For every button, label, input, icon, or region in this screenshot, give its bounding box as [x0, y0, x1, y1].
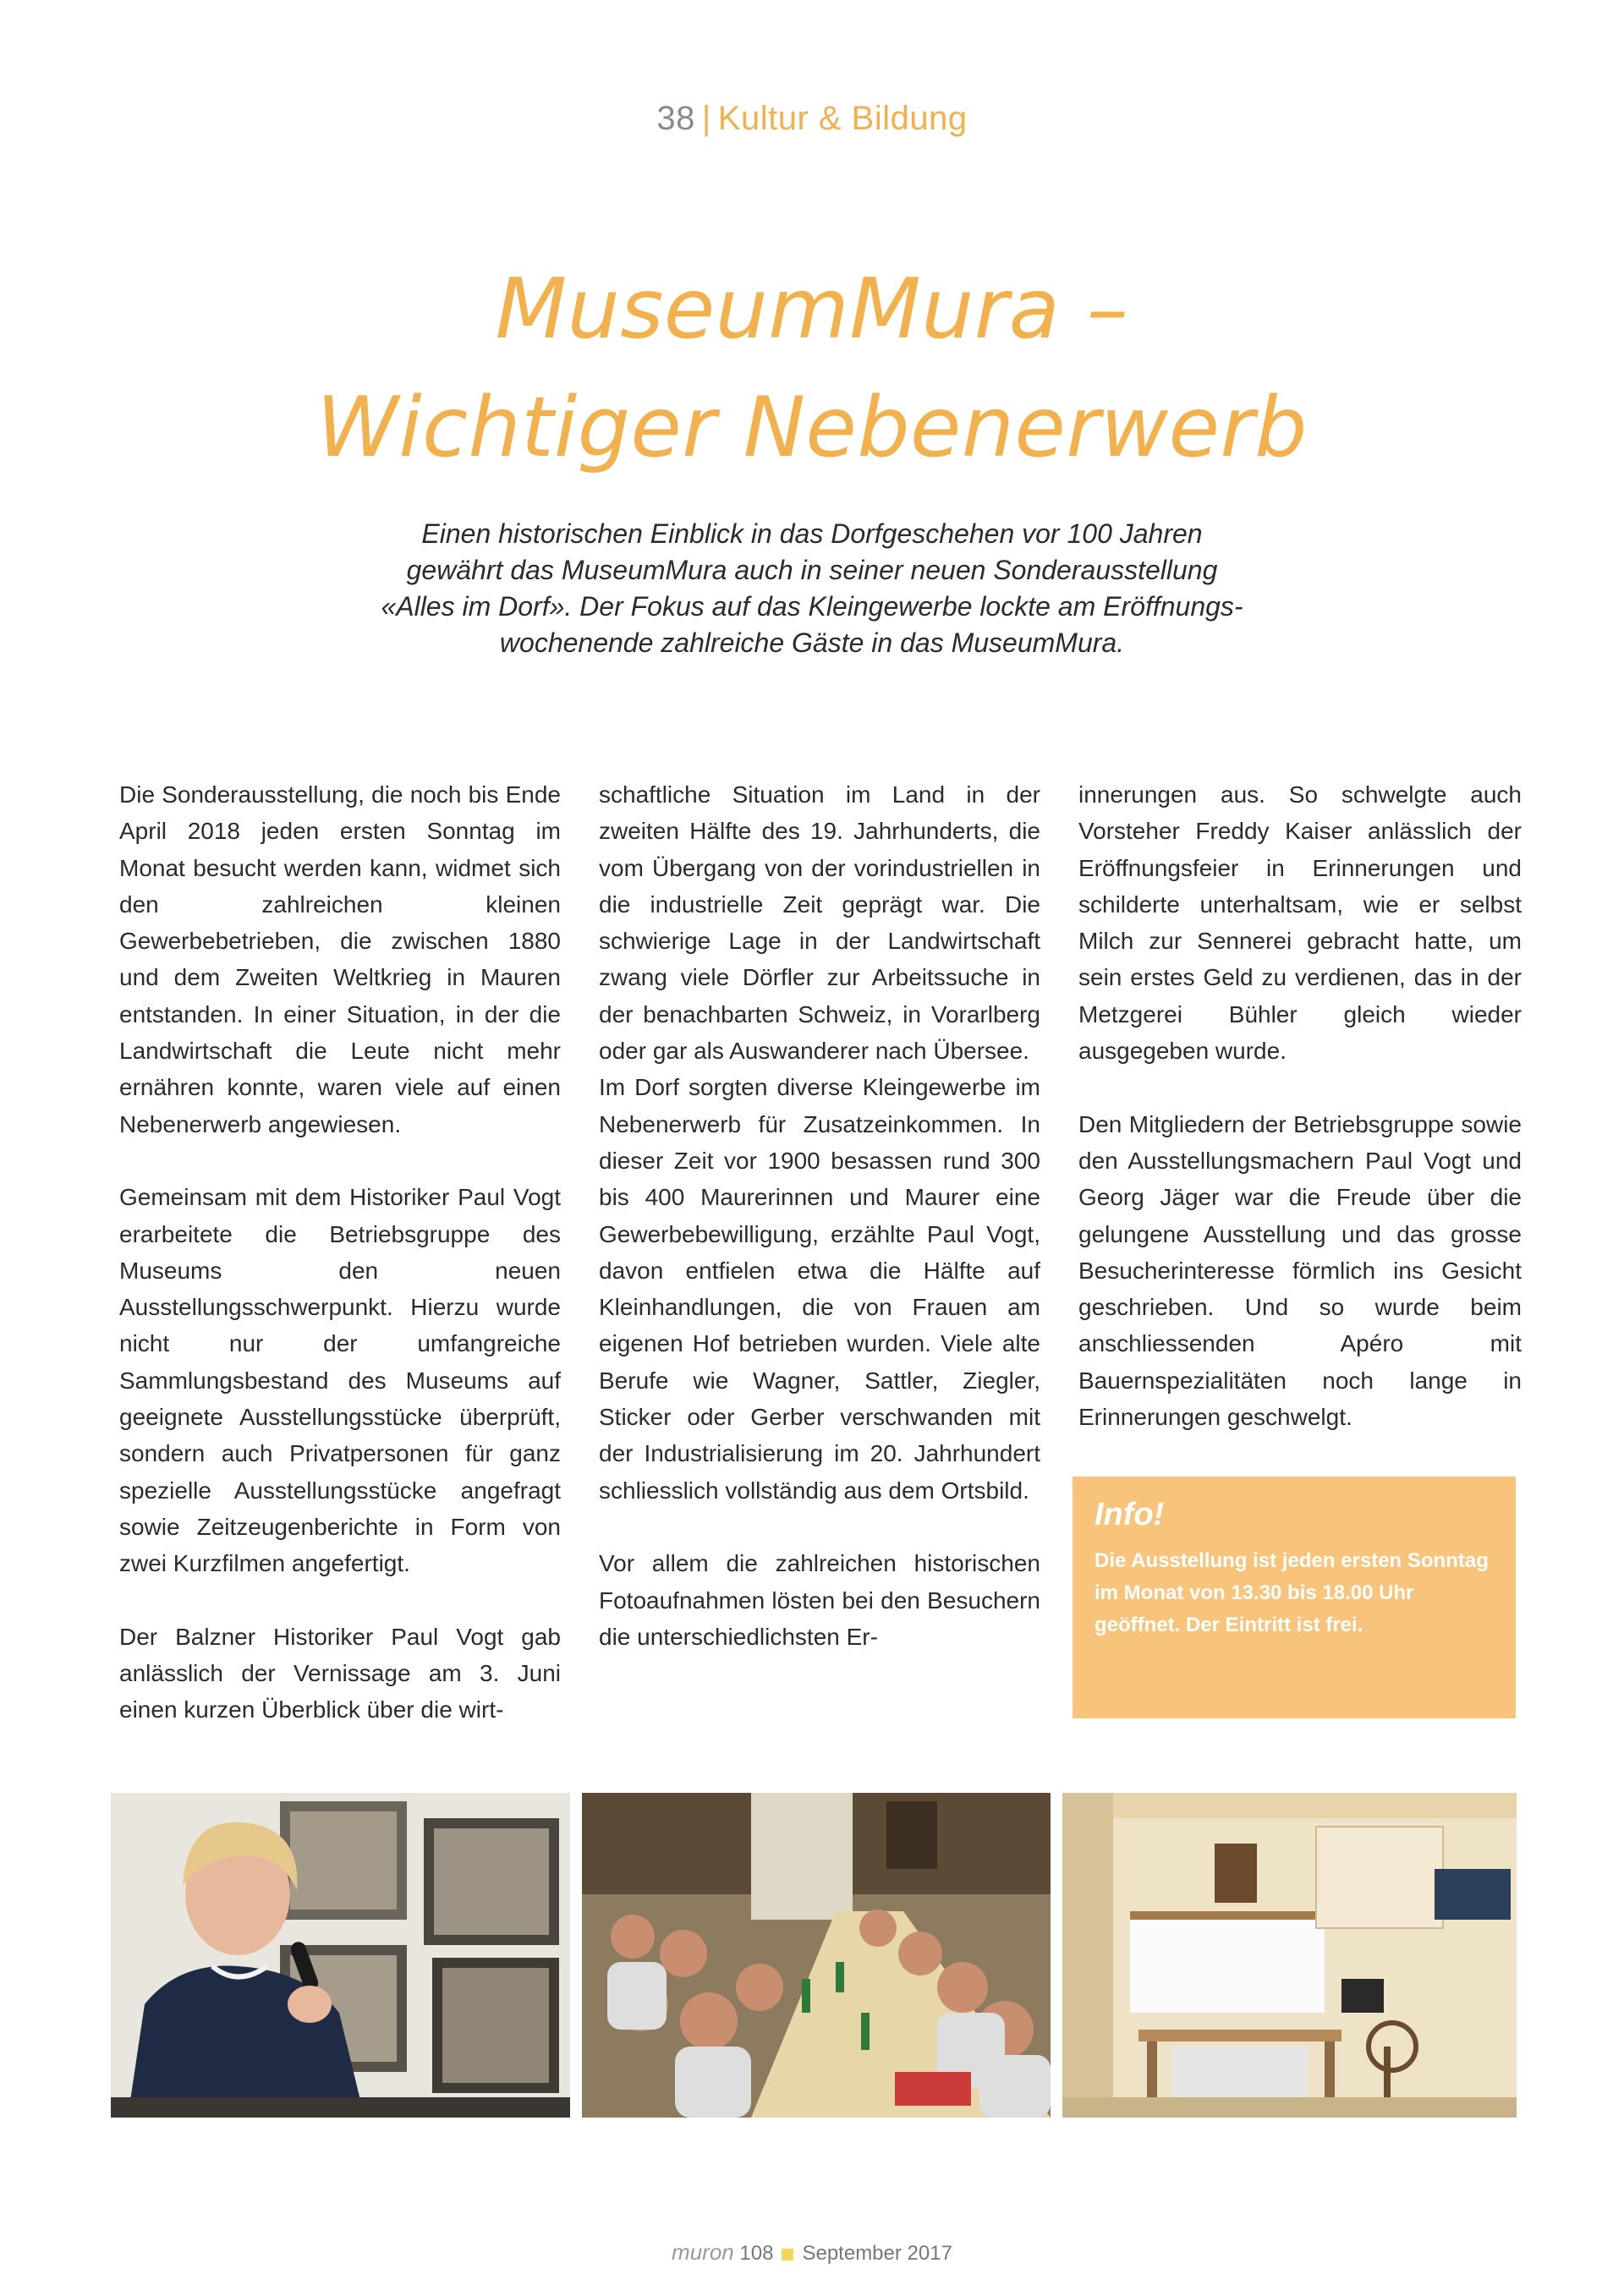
paragraph: Der Balzner Historiker Paul Vogt gab anlässlich der Vernissage am 3. Juni einen kurzen Überblick über die wirt-	[119, 1623, 561, 1723]
footer-issue: 108	[739, 2242, 774, 2265]
page-number: 38	[656, 100, 695, 137]
text-column-3	[1078, 776, 1522, 1435]
article-title	[0, 250, 1624, 487]
lead-line-1: Einen historischen Einblick in das Dorfgeschehen vor 100 Jahren	[421, 518, 1203, 549]
title-line-2: Wichtiger Nebenerwerb	[316, 380, 1308, 476]
footer-brand: muron	[672, 2239, 734, 2265]
photo-speaker	[111, 1793, 570, 2118]
paragraph: innerungen aus. So schwelgte auch Vorsteher Freddy Kaiser anlässlich der Eröffnungsfeier in Erinnerungen und schilderte unterhaltsam, wie er selbst Milch zur Sennerei gebracht hatte, um sein erstes Geld zu verdienen, das in der Metzgerei Bühler gleich wieder ausgegeben wurde.	[1078, 781, 1522, 1065]
lead-line-2: gewährt das MuseumMura auch in seiner neuen Sonderausstellung	[406, 555, 1218, 585]
footer-dot-icon	[782, 2249, 793, 2260]
info-heading: Info!	[1095, 1497, 1165, 1532]
lead-line-3: «Alles im Dorf». Der Fokus auf das Kleingewerbe lockte am Eröffnungs-	[381, 591, 1243, 622]
photo-exhibition	[1062, 1793, 1517, 2118]
paragraph: Die Sonderausstellung, die noch bis Ende April 2018 jeden ersten Sonntag im Monat besucht werden kann, widmet sich den zahlreichen kleinen Gewerbebetrieben, die zwischen 1880 und dem Zweiten Weltkrieg in Mauren entstanden. In einer Situation, in der die Landwirtschaft die Leute nicht mehr ernähren konnte, waren viele auf einen Nebenerwerb angewiesen.	[119, 781, 561, 1137]
info-box	[1073, 1477, 1516, 1718]
photo-guests	[582, 1793, 1051, 2118]
text-column-1	[119, 776, 561, 1729]
header-separator: |	[701, 100, 711, 137]
article-lead	[304, 516, 1320, 661]
photo-guests-illustration	[582, 1793, 1051, 2118]
paragraph: Vor allem die zahlreichen historischen Fotoaufnahmen lösten bei den Besuchern die unterschiedlichsten Er-	[599, 1550, 1040, 1650]
page-header	[0, 100, 1624, 138]
photo-speaker-illustration	[111, 1793, 570, 2118]
page-footer	[0, 2239, 1624, 2266]
paragraph: schaftliche Situation im Land in der zweiten Hälfte des 19. Jahrhunderts, die vom Übergang von der vorindustriellen in die industrielle Zeit geprägt war. Die schwierige Lage in der Landwirtschaft zwang viele Dörfler zur Arbeitssuche in der benachbarten Schweiz, in Vorarlberg oder gar als Auswanderer nach Übersee.	[599, 781, 1040, 1065]
section-name: Kultur & Bildung	[717, 100, 968, 137]
lead-line-4: wochenende zahlreiche Gäste in das MuseumMura.	[499, 627, 1125, 658]
text-column-2	[599, 776, 1040, 1655]
paragraph: Im Dorf sorgten diverse Kleingewerbe im Nebenerwerb für Zusatzeinkommen. In dieser Zeit vor 1900 besassen rund 300 bis 400 Maurerinnen und Maurer eine Gewerbebewilligung, erzählte Paul Vogt, davon entfielen etwa die Hälfte auf Kleinhandlungen, die von Frauen am eigenen Hof betrieben wurden. Viele alte Berufe wie Wagner, Sattler, Ziegler, Sticker oder Gerber verschwanden mit der Industrialisierung im 20. Jahrhundert schliesslich vollständig aus dem Ortsbild.	[599, 1074, 1040, 1504]
paragraph: Den Mitgliedern der Betriebsgruppe sowie den Ausstellungsmachern Paul Vogt und Georg Jäger war die Freude über die gelungene Ausstellung und das grosse Besucherinteresse förmlich ins Gesicht geschrieben. Und so wurde beim anschliessenden Apéro mit Bauernspezialitäten noch lange in Erinnerungen geschwelgt.	[1078, 1110, 1522, 1431]
title-line-1: MuseumMura –	[495, 261, 1129, 358]
footer-date: September 2017	[802, 2242, 952, 2265]
photo-exhibition-illustration	[1062, 1793, 1517, 2118]
paragraph: Gemeinsam mit dem Historiker Paul Vogt erarbeitete die Betriebsgruppe des Museums den neuen Ausstellungsschwerpunkt. Hierzu wurde nicht nur der umfangreiche Sammlungsbestand des Museums auf geeignete Ausstellungsstücke überprüft, sondern auch Privatpersonen für ganz spezielle Ausstellungsstücke angefragt sowie Zeitzeugenberichte in Form von zwei Kurzfilmen angefertigt.	[119, 1184, 561, 1577]
info-text: Die Ausstellung ist jeden ersten Sonntag im Monat von 13.30 bis 18.00 Uhr geöffnet. Der Eintritt ist frei.	[1095, 1549, 1489, 1636]
